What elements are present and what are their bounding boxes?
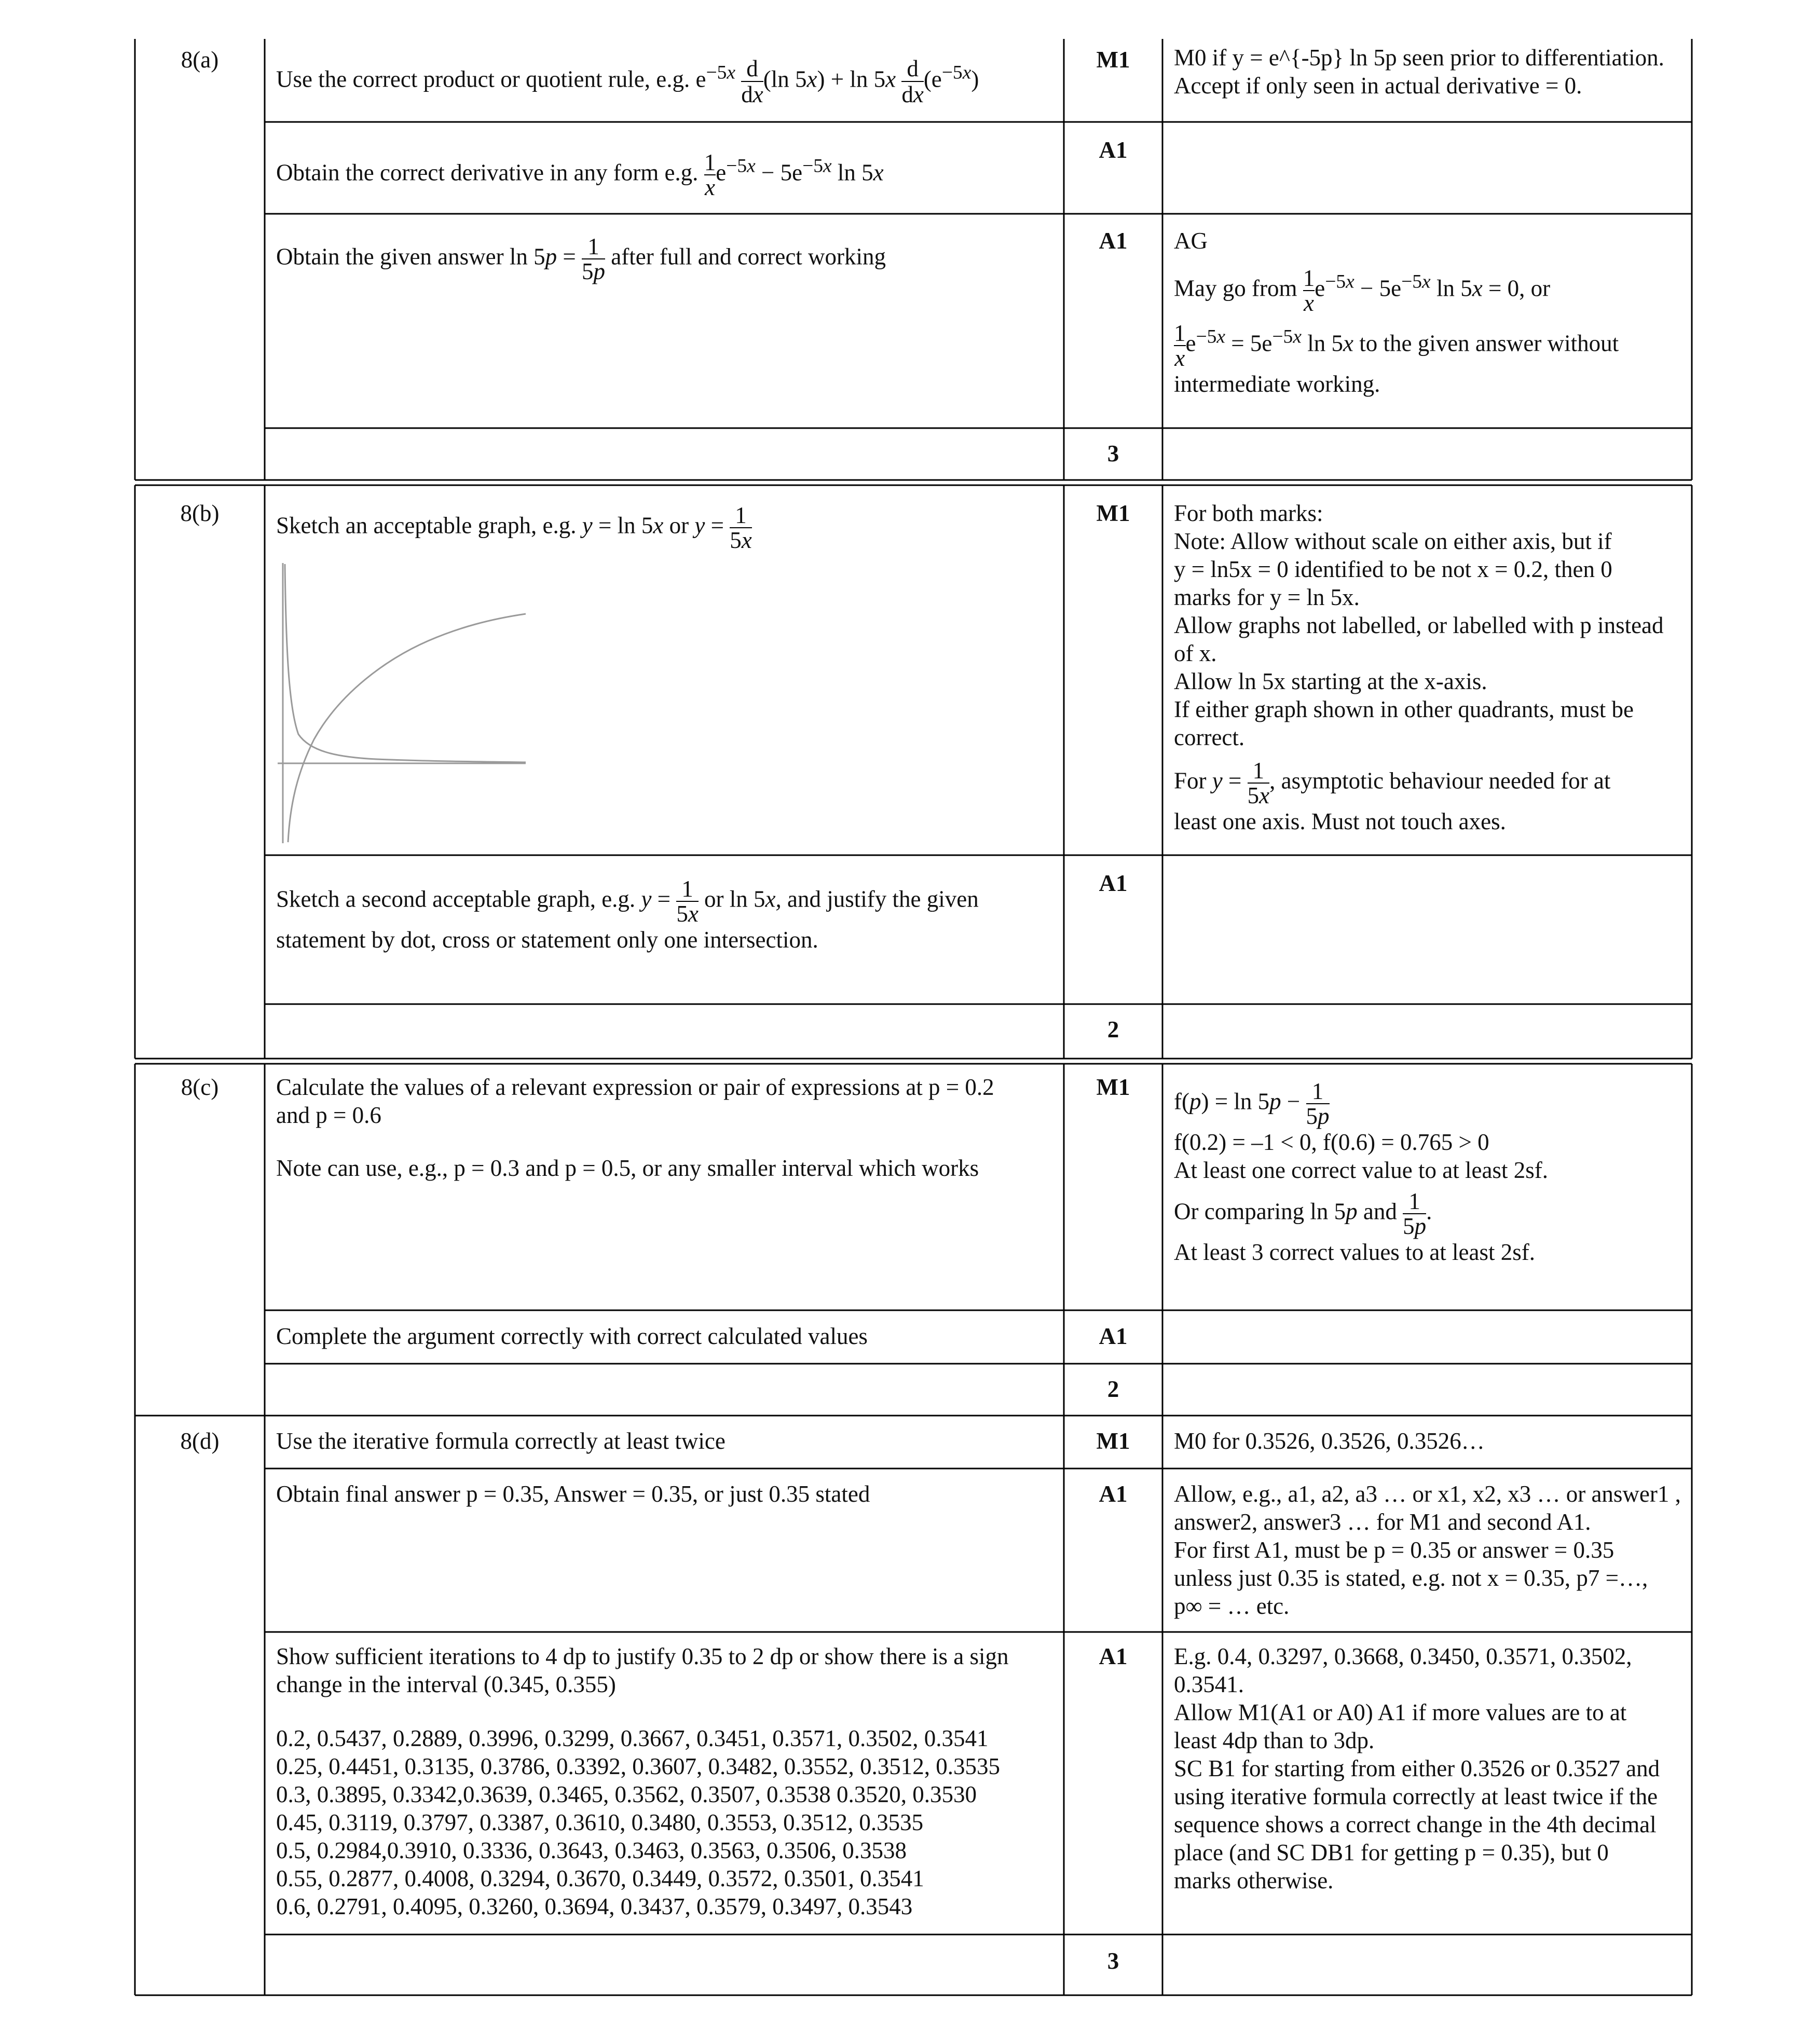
- answer-8c-1: Calculate the values of a relevant expression or pair of expressions at p = 0.2 and p = 0.6 Note can use, e.g., p = 0.3 and p = 0.5, or any smaller interval which works: [276, 1074, 994, 1181]
- mark-8a-1: M1: [1096, 47, 1130, 73]
- total-8d: 3: [1107, 1948, 1119, 1974]
- answer-8a-1: Use the correct product or quotient rule, e.g. $e^{-5x}$ $\frac{d}{dx}$ (ln 5x) + ln 5x $\frac{d}{dx}$ $(e^{-5x})$: [276, 56, 979, 107]
- answer-8a-3: Obtain the given answer ln 5p = $\frac{1}{5p}$ after full and correct working: [276, 234, 886, 284]
- answer-8d-3: Show sufficient iterations to 4 dp to justify 0.35 to 2 dp or show there is a sign change in the interval (0.345, 0.355) 0.2, 0.5437, 0.2889, 0.3996, 0.3299, 0.3667, 0.3451, 0.3571, 0.3502, 0.3541 0.25, 0.4451, 0.3135, 0.3786, 0.3392, 0.3607, 0.3482, 0.3552, 0.3512, 0.3535 0.3, 0.3895, 0.3342,0.3639, 0.3465, 0.3562, 0.3507, 0.3538 0.3520, 0.3530 0.45, 0.3119, 0.3797, 0.3387, 0.3610, 0.3480, 0.3553, 0.3512, 0.3535 0.5, 0.2984,0.3910, 0.3336, 0.3643, 0.3463, 0.3563, 0.3506, 0.3538 0.55, 0.2877, 0.4008, 0.3294, 0.3670, 0.3449, 0.3572, 0.3501, 0.3541 0.6, 0.2791, 0.4095, 0.3260, 0.3694, 0.3437, 0.3579, 0.3497, 0.3543: [276, 1642, 1060, 1920]
- guidance-8a-1: M0 if y = e^{-5p} ln 5p seen prior to differentiation. Accept if only seen in actual derivative = 0.: [1174, 45, 1664, 99]
- total-8a: 3: [1107, 441, 1119, 466]
- guidance-8b-1: For both marks: Note: Allow without scale on either axis, but if y = ln5x = 0 identified to be not x = 0.2, then 0 marks for y = ln 5x. Allow graphs not labelled, or labelled with p instead of x. Allow ln 5x starting at the x-axis. If either graph shown in other quadrants, must be correct. For y = $\frac{1}{5x}$ , asymptotic behaviour needed for at least one axis. Must not touch axes.: [1174, 500, 1664, 834]
- guidance-8d-3: E.g. 0.4, 0.3297, 0.3668, 0.3450, 0.3571, 0.3502, 0.3541. Allow M1(A1 or A0) A1 if more values are to at least 4dp than to 3dp. SC B1 for starting from either 0.3526 or 0.3527 and using iterative formula correctly at least twice if the sequence shows a correct change in the 4th decimal place (and SC DB1 for getting p = 0.35), but 0 marks otherwise.: [1174, 1643, 1660, 1893]
- total-8b: 2: [1107, 1017, 1119, 1042]
- guidance-8c-1: f(p) = ln 5p − $\frac{1}{5p}$ f(0.2) = –1 < 0, f(0.6) = 0.765 > 0 At least one correct value to at least 2sf. Or comparing ln 5p and $\frac{1}{5p}$ . At least 3 correct values to at least 2sf.: [1174, 1078, 1548, 1265]
- iteration-row: 0.6, 0.2791, 0.4095, 0.3260, 0.3694, 0.3437, 0.3579, 0.3497, 0.3543: [276, 1893, 913, 1919]
- iteration-row: 0.55, 0.2877, 0.4008, 0.3294, 0.3670, 0.3449, 0.3572, 0.3501, 0.3541: [276, 1865, 924, 1891]
- mark-8c-1: M1: [1096, 1074, 1130, 1100]
- answer-8b-1: Sketch an acceptable graph, e.g. y = ln 5x or y = $\frac{1}{5x}$: [276, 502, 752, 553]
- iteration-row: 0.5, 0.2984,0.3910, 0.3336, 0.3643, 0.3463, 0.3563, 0.3506, 0.3538: [276, 1837, 907, 1863]
- mark-8a-2: A1: [1099, 137, 1128, 163]
- answer-8d-1: Use the iterative formula correctly at least twice: [276, 1428, 726, 1454]
- answer-8a-2: Obtain the correct derivative in any form e.g. $\frac{1}{x}$ $e^{-5x} - 5e^{-5x}$ ln 5x: [276, 149, 884, 200]
- guidance-8a-3: AG May go from $\frac{1}{x}$ $e^{-5x} - 5e^{-5x}$ ln 5x = 0, or $\frac{1}{x}$ $e^{-5x} = 5e^{-5x}$ ln 5x to the given answer without intermediate working.: [1174, 228, 1619, 397]
- answer-8b-2: Sketch a second acceptable graph, e.g. y = $\frac{1}{5x}$ or ln 5x, and justify the given statement by dot, cross or statement only one intersection.: [276, 876, 979, 953]
- question-number-8c: 8(c): [181, 1074, 219, 1100]
- mark-8d-2: A1: [1099, 1481, 1128, 1507]
- answer-8c-2: Complete the argument correctly with correct calculated values: [276, 1323, 868, 1349]
- total-8c: 2: [1107, 1376, 1119, 1402]
- mark-8d-1: M1: [1096, 1428, 1130, 1454]
- mark-8c-2: A1: [1099, 1323, 1128, 1349]
- mark-8b-1: M1: [1096, 500, 1130, 526]
- reciprocal-curve: [285, 564, 526, 762]
- mark-8b-2: A1: [1099, 870, 1128, 896]
- iteration-row: 0.25, 0.4451, 0.3135, 0.3786, 0.3392, 0.3607, 0.3482, 0.3552, 0.3512, 0.3535: [276, 1753, 1000, 1779]
- question-number-8d: 8(d): [180, 1428, 220, 1454]
- mark-8d-3: A1: [1099, 1643, 1128, 1669]
- guidance-8d-1: M0 for 0.3526, 0.3526, 0.3526…: [1174, 1428, 1485, 1454]
- mark-8a-3: A1: [1099, 228, 1128, 254]
- iteration-row: 0.2, 0.5437, 0.2889, 0.3996, 0.3299, 0.3667, 0.3451, 0.3571, 0.3502, 0.3541: [276, 1725, 989, 1751]
- question-number-8a: 8(a): [181, 47, 219, 73]
- iteration-row: 0.45, 0.3119, 0.3797, 0.3387, 0.3610, 0.3480, 0.3553, 0.3512, 0.3535: [276, 1809, 924, 1835]
- sketch-graph: [272, 558, 542, 848]
- question-number-8b: 8(b): [180, 500, 220, 526]
- answer-8d-2: Obtain final answer p = 0.35, Answer = 0.35, or just 0.35 stated: [276, 1481, 870, 1507]
- guidance-8d-2: Allow, e.g., a1, a2, a3 … or x1, x2, x3 … or answer1 , answer2, answer3 … for M1 and second A1. For first A1, must be p = 0.35 or answer = 0.35 unless just 0.35 is stated, e.g. not x = 0.35, p7 =…, p∞ = … etc.: [1174, 1481, 1681, 1619]
- iteration-row: 0.3, 0.3895, 0.3342,0.3639, 0.3465, 0.3562, 0.3507, 0.3538 0.3520, 0.3530: [276, 1781, 977, 1807]
- log-curve: [288, 614, 526, 842]
